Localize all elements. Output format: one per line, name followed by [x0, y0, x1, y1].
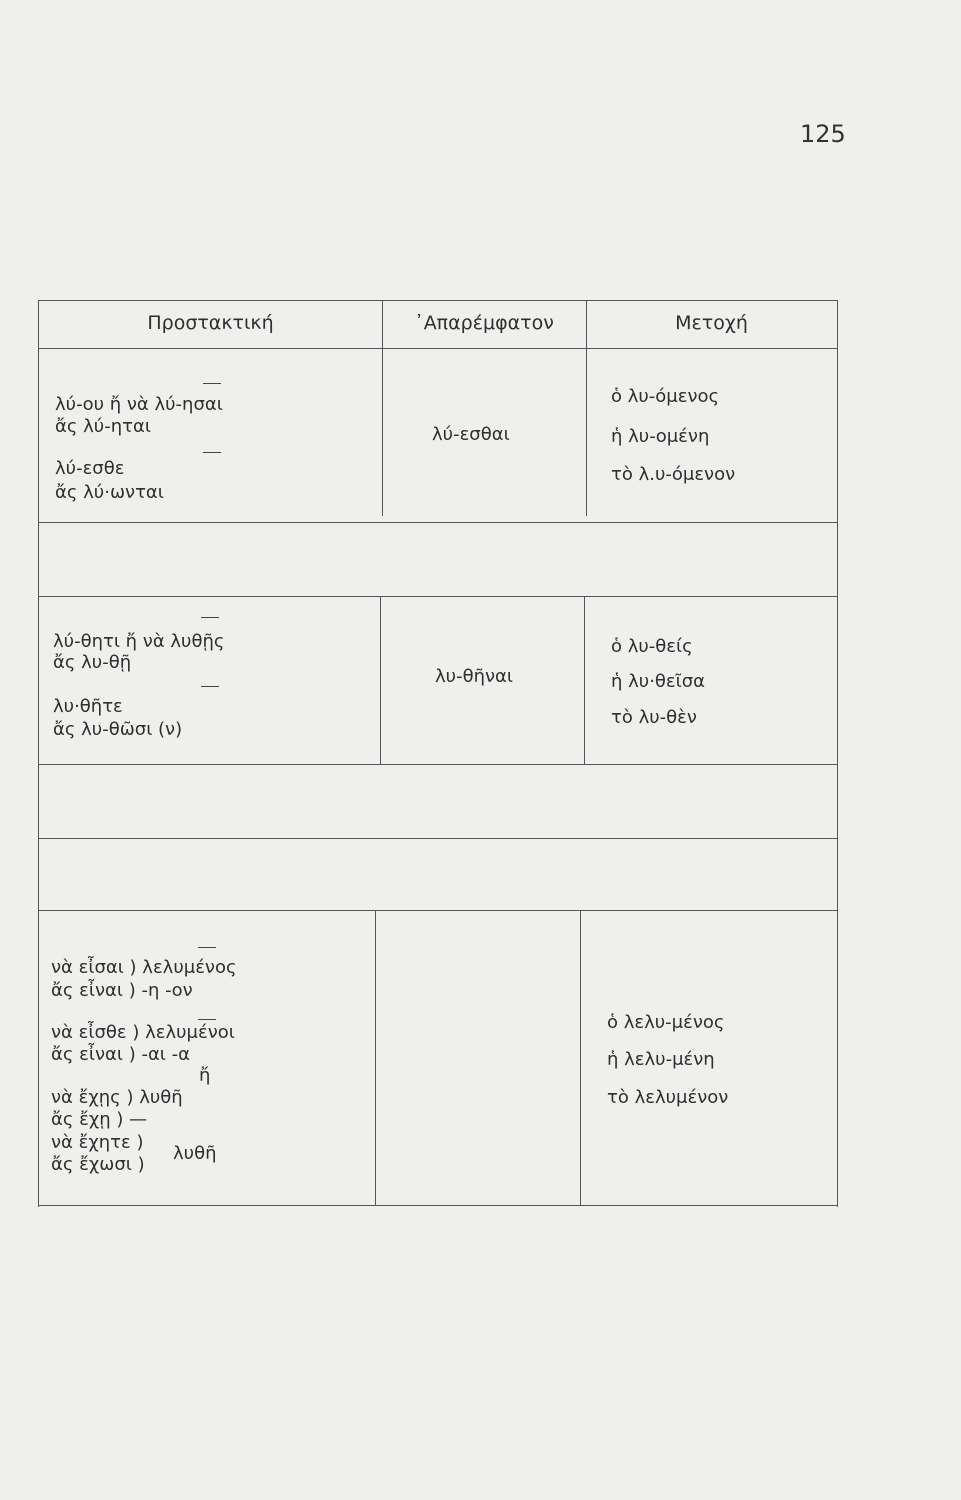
header-infinitive: ᾿Απαρέμφατον [414, 312, 554, 334]
long-mark [198, 1019, 216, 1020]
table-bottom-rule [39, 1205, 837, 1206]
header-participle: Μετοχή [675, 312, 748, 334]
col2-rule-section3 [580, 910, 581, 1205]
long-mark [203, 383, 221, 384]
col1-rule-section1 [382, 348, 383, 516]
section3-imperative-line: ἄς ἔχωσι ) [51, 1154, 145, 1175]
section3-imperative-line: ἄς εἶναι ) -η -ον [51, 980, 193, 1001]
section2-imperative-line: ἄς λυ-θῇ [53, 652, 132, 673]
long-mark [201, 617, 219, 618]
section3-imperative-line: ἄς εἶναι ) -αι -α [51, 1044, 190, 1065]
section2-infinitive: λυ-θῆναι [435, 666, 513, 687]
section2-imperative-line: λύ-θητι ἤ νὰ λυθῇς [53, 631, 225, 652]
section3-imperative-line: νὰ ἔχητε ) [51, 1132, 144, 1153]
section2-participle-line: τὸ λυ-θὲν [611, 707, 697, 728]
long-mark [203, 452, 221, 453]
section3-participle-line: ὁ λελυ-μένος [607, 1012, 725, 1033]
section3-participle-line: τὸ λελυμένον [607, 1087, 729, 1108]
section1-infinitive: λύ-εσθαι [432, 424, 510, 445]
section2-bottom-rule [39, 764, 837, 765]
section2-participle-line: ὁ λυ-θείς [611, 636, 693, 657]
section1-bottom-rule [39, 522, 837, 523]
col1-rule-section2 [380, 596, 381, 764]
section1-participle-line: τὸ λ.υ-όμενον [611, 464, 736, 485]
section3-imperative-line: ἄς ἔχῃ ) — [51, 1109, 148, 1130]
section1-participle-line: ἡ λυ-ομένη [611, 426, 710, 447]
section3-imperative-line: νὰ εἶσθε ) λελυμένοι [51, 1022, 235, 1043]
section2-imperative-line: ἄς λυ-θῶσι (ν) [53, 719, 183, 740]
section1-imperative-line: λύ-ου ἤ νὰ λύ-ησαι [55, 394, 223, 415]
section2-participle-line: ἡ λυ·θεῖσα [611, 671, 706, 692]
header-rule [39, 348, 837, 349]
section1-imperative-line: ἄς λύ·ωνται [55, 482, 164, 503]
section2-top-rule [39, 596, 837, 597]
section3-participle-line: ἡ λελυ-μένη [607, 1049, 715, 1070]
long-mark [201, 686, 219, 687]
col1-rule-section3 [375, 910, 376, 1205]
long-mark [198, 947, 216, 948]
section1-imperative-line: ἄς λύ-ηται [55, 416, 151, 437]
table-top-rule [39, 300, 837, 301]
header-imperative: Προστακτική [147, 312, 274, 334]
section3-imperative-line: νὰ εἶσαι ) λελυμένος [51, 957, 237, 978]
section1-imperative-line: λύ-εσθε [55, 458, 125, 479]
section3-imperative-line: νὰ ἔχῃς ) λυθῆ [51, 1087, 183, 1108]
section3-imperative-line: ἤ [199, 1065, 211, 1086]
section1-participle-line: ὁ λυ-όμενος [611, 386, 720, 407]
page-number: 125 [800, 120, 846, 148]
section2-imperative-line: λυ·θῆτε [53, 696, 123, 717]
empty-row-rule [39, 838, 837, 839]
col2-rule-section1 [586, 348, 587, 516]
conjugation-table [38, 300, 838, 1207]
section3-top-rule [39, 910, 837, 911]
col2-rule-section2 [584, 596, 585, 764]
section3-imperative-line: λυθῆ [173, 1143, 217, 1164]
